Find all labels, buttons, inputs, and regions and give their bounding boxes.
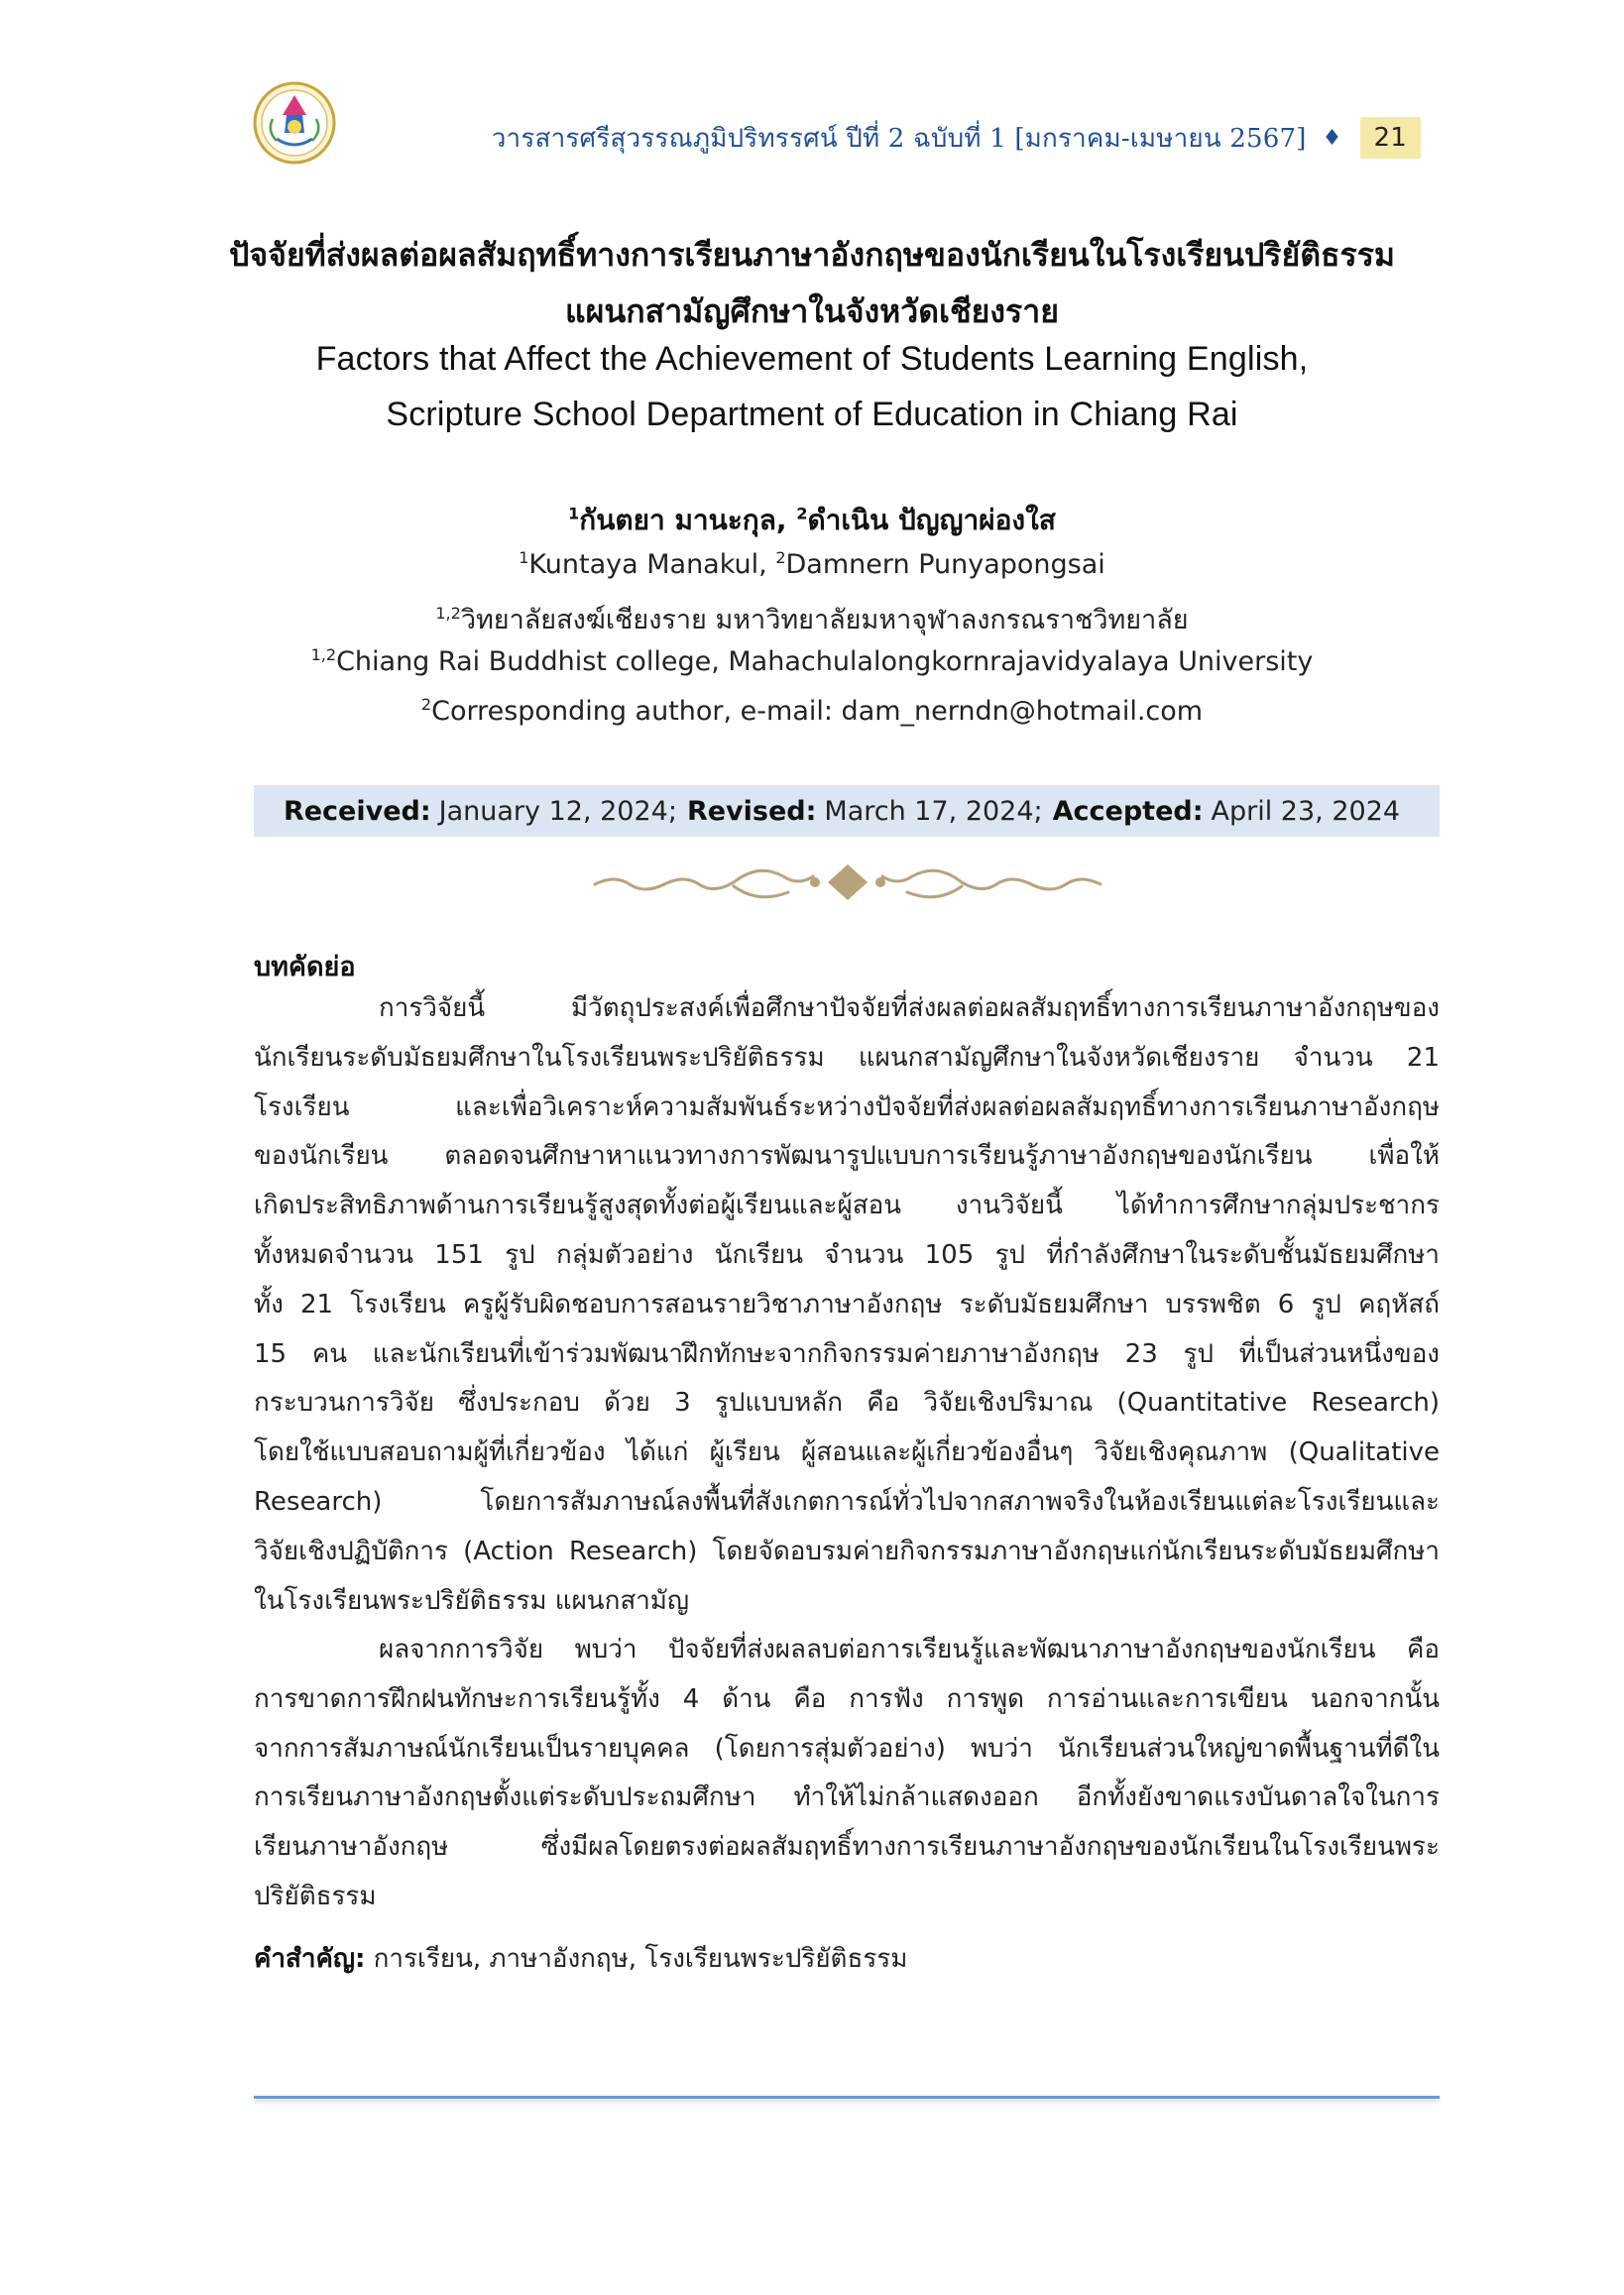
abstract-heading: บทคัดย่อ [254, 952, 356, 982]
text-line: ทั้งหมดจำนวน 151 รูป กลุ่มตัวอย่าง นักเรียน จำนวน 105 รูป ที่กำลังศึกษาในระดับชั้นมัธยมศึกษา [254, 1239, 1440, 1270]
text-line: Research) โดยการสัมภาษณ์ลงพื้นที่สังเกตการณ์ทั่วไปจากสภาพจริงในห้องเรียนแต่ละโรงเรียนและ [254, 1486, 1440, 1517]
text-line: 15 คน และนักเรียนที่เข้าร่วมพัฒนาฝึกทักษะจากกิจกรรมค่ายภาษาอังกฤษ 23 รูป ที่เป็นส่วนหนึ่งของ [254, 1338, 1440, 1369]
text-line: การเรียนภาษาอังกฤษตั้งแต่ระดับประถมศึกษา ทำให้ไม่กล้าแสดงออก อีกทั้งยังขาดแรงบันดาลใจในการ [254, 1782, 1440, 1813]
authors-thai: $^1$กันตยา มานะกุล, $^2$ดำเนิน ปัญญาผ่องใส [568, 504, 1056, 536]
text-line: ในโรงเรียนพระปริยัติธรรม แผนกสามัญ [254, 1585, 690, 1616]
keywords [254, 1938, 907, 1979]
decorative-ornament-divider [585, 855, 1110, 910]
text-line: โรงเรียน และเพื่อวิเคราะห์ความสัมพันธ์ระหว่างปัจจัยที่ส่งผลต่อผลสัมฤทธิ์ทางการเรียนภาษาอังกฤษ [254, 1091, 1440, 1122]
text-line: โดยใช้แบบสอบถามผู้ที่เกี่ยวข้อง ได้แก่ ผู้เรียน ผู้สอนและผู้เกี่ยวข้องอื่นๆ วิจัยเชิงคุณภาพ (Qualitative [254, 1437, 1440, 1468]
revised-label: Revised: [686, 795, 817, 827]
affiliation-english: $^{1,2}$Chiang Rai Buddhist college, Mahachulalongkornrajavidyalaya University [310, 645, 1314, 677]
footer-divider [254, 2096, 1440, 2099]
submission-dates-bar [254, 785, 1440, 837]
accepted-label: Accepted: [1052, 795, 1204, 827]
text-line: ปริยัติธรรม [254, 1881, 377, 1911]
title-thai-line-1: ปัจจัยที่ส่งผลต่อผลสัมฤทธิ์ทางการเรียนภาษาอังกฤษของนักเรียนในโรงเรียนปริยัติธรรม [229, 236, 1395, 274]
page-number: 21 [1360, 117, 1421, 159]
text-line: ทั้ง 21 โรงเรียน ครูผู้รับผิดชอบการสอนรายวิชาภาษาอังกฤษ ระดับมัธยมศึกษา บรรพชิต 6 รูป คฤหัสถ์ [254, 1289, 1440, 1320]
title-thai-line-2: แผนกสามัญศึกษาในจังหวัดเชียงราย [565, 292, 1059, 330]
text-line: ของนักเรียน ตลอดจนศึกษาหาแนวทางการพัฒนารูปแบบการเรียนรู้ภาษาอังกฤษของนักเรียน เพื่อให้ [254, 1141, 1440, 1172]
running-header [492, 117, 1421, 159]
text-line: วิจัยเชิงปฏิบัติการ (Action Research) โดยจัดอบรมค่ายกิจกรรมภาษาอังกฤษแก่นักเรียนระดับมัธยมศึกษา [254, 1536, 1440, 1566]
text-line: กระบวนการวิจัย ซึ่งประกอบ ด้วย 3 รูปแบบหลัก คือ วิจัยเชิงปริมาณ (Quantitative Research) [254, 1388, 1440, 1419]
abstract-paragraph-1 [254, 984, 1440, 1626]
text-line: เกิดประสิทธิภาพด้านการเรียนรู้สูงสุดทั้งต่อผู้เรียนและผู้สอน งานวิจัยนี้ ได้ทำการศึกษากลุ่มประชากร [254, 1191, 1440, 1221]
text-line: การขาดการฝึกฝนทักษะการเรียนรู้ทั้ง 4 ด้าน คือ การฟัง การพูด การอ่านและการเขียน นอกจากนั้น [254, 1683, 1440, 1714]
text-line: ผลจากการวิจัย พบว่า ปัจจัยที่ส่งผลลบต่อการเรียนรู้และพัฒนาภาษาอังกฤษของนักเรียน คือ [379, 1635, 1440, 1664]
affiliation-thai: $^{1,2}$วิทยาลัยสงฆ์เชียงราย มหาวิทยาลัยมหาจุฬาลงกรณราชวิทยาลัย [435, 604, 1189, 635]
accepted-date: April 23, 2024 [1211, 795, 1401, 827]
corresponding-author: $^2$Corresponding author, e-mail: dam_nerndn@hotmail.com [420, 695, 1204, 727]
revised-date: March 17, 2024; [824, 795, 1043, 827]
journal-issue-text: วารสารศรีสุวรรณภูมิปริทรรศน์ ปีที่ 2 ฉบับที่ 1 [มกราคม-เมษายน 2567] [491, 123, 1307, 154]
text-line: การวิจัยนี้ มีวัตถุประสงค์เพื่อศึกษาปัจจัยที่ส่งผลต่อผลสัมฤทธิ์ทางการเรียนภาษาอังกฤษของ [379, 993, 1440, 1023]
title-english-line-2: Scripture School Department of Education in Chiang Rai [386, 396, 1238, 433]
authors-english: $^1$Kuntaya Manakul, $^2$Damnern Punyapongsai [519, 548, 1105, 580]
text-line: เรียนภาษาอังกฤษ ซึ่งมีผลโดยตรงต่อผลสัมฤทธิ์ทางการเรียนภาษาอังกฤษของนักเรียนในโรงเรียนพระ [254, 1832, 1440, 1863]
received-date: January 12, 2024; [438, 795, 677, 827]
keywords-value: การเรียน, ภาษาอังกฤษ, โรงเรียนพระปริยัติธรรม [365, 1944, 908, 1974]
university-seal-logo [253, 81, 336, 165]
text-line: จากการสัมภาษณ์นักเรียนเป็นรายบุคคล (โดยการสุ่มตัวอย่าง) พบว่า นักเรียนส่วนใหญ่ขาดพื้นฐานที่ดีใน [254, 1733, 1440, 1764]
title-english-line-1: Factors that Affect the Achievement of Students Learning English, [315, 340, 1309, 378]
text-line: นักเรียนระดับมัธยมศึกษาในโรงเรียนพระปริยัติธรรม แผนกสามัญศึกษาในจังหวัดเชียงราย จำนวน 21 [254, 1042, 1440, 1073]
keywords-label: คำสำคัญ: [254, 1944, 366, 1974]
received-label: Received: [283, 795, 431, 827]
abstract-paragraph-2 [254, 1626, 1440, 1922]
diamond-icon: ♦ [1322, 125, 1342, 151]
